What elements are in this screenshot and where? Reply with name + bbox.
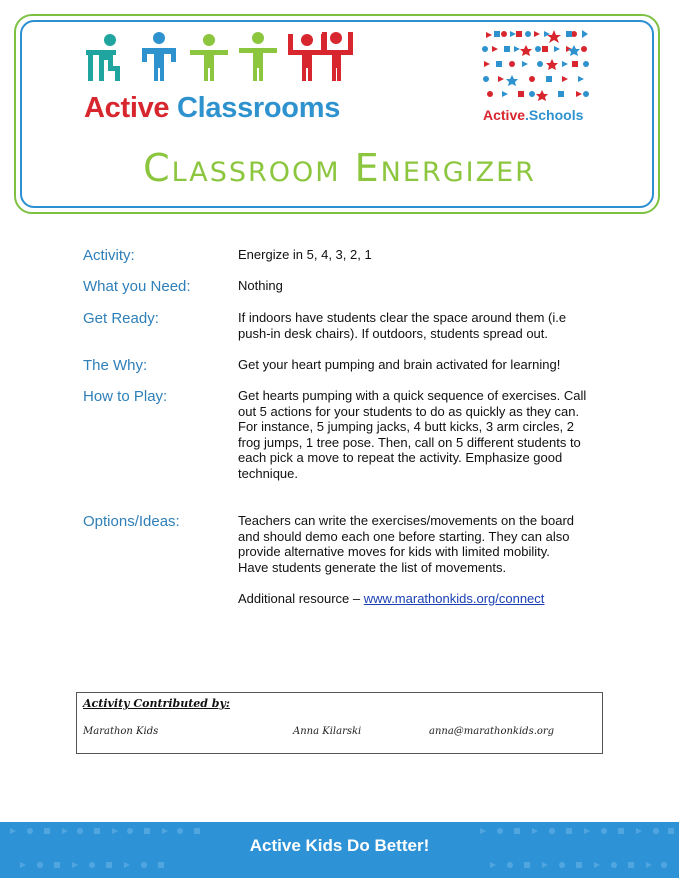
brand-word-active-schools-active: Active: [483, 107, 526, 123]
play-label: How to Play:: [83, 388, 168, 405]
contributor-name: Anna Kilarski: [293, 726, 362, 737]
resource-prefix: Additional resource –: [238, 591, 364, 606]
need-value: Nothing: [238, 278, 283, 293]
need-label: What you Need:: [83, 278, 191, 295]
contributor-title: Activity Contributed by:: [83, 697, 230, 710]
options-value: [238, 513, 598, 607]
contributor-email: anna@marathonkids.org: [429, 726, 555, 737]
active-schools-logo-text: [483, 107, 583, 123]
footer-slogan: Active Kids Do Better!: [249, 836, 430, 855]
activity-value: Energize in 5, 4, 3, 2, 1: [238, 247, 372, 262]
brand-word-schools: Schools: [528, 107, 584, 123]
brand-word-active: Active: [84, 92, 170, 124]
options-label: Options/Ideas:: [83, 513, 180, 530]
active-schools-pattern-icon: [482, 28, 592, 104]
why-label: The Why:: [83, 357, 148, 374]
page-title: Classroom Energizer: [143, 146, 536, 190]
ready-label: Get Ready:: [83, 310, 159, 327]
resource-line: [238, 591, 598, 607]
active-classrooms-logo-text: [84, 92, 340, 125]
options-text-2: Have students generate the list of movements.: [238, 559, 507, 575]
why-value: Get your heart pumping and brain activated for learning!: [238, 357, 561, 372]
active-classrooms-figures-icon: [86, 30, 356, 86]
contributor-box: [76, 692, 603, 754]
options-text-1: Teachers can write the exercises/movements on the board and should demo each one before starting. They can also provide alternative moves for kids with limited mobility.: [238, 513, 575, 559]
brand-dot: .: [525, 107, 529, 123]
resource-link[interactable]: www.marathonkids.org/connect: [363, 591, 545, 606]
play-value: Get hearts pumping with a quick sequence of exercises. Call out 5 actions for your students to do as quickly as they can. For instance, 5 jumping jacks, 4 butt kicks, 3 arm circles, 2 frog jumps, 1 tree pose. Then, call on 5 different students to each pick a move to repeat the activity. Emphasize good technique.: [238, 388, 587, 481]
activity-label: Activity:: [83, 247, 135, 264]
ready-value: If indoors have students clear the space around them (i.e push-in desk chairs). If outdoors, students spread out.: [238, 310, 567, 341]
brand-word-classrooms: Classrooms: [177, 92, 341, 124]
contributor-organization: Marathon Kids: [83, 726, 159, 737]
footer-band: [0, 822, 679, 878]
